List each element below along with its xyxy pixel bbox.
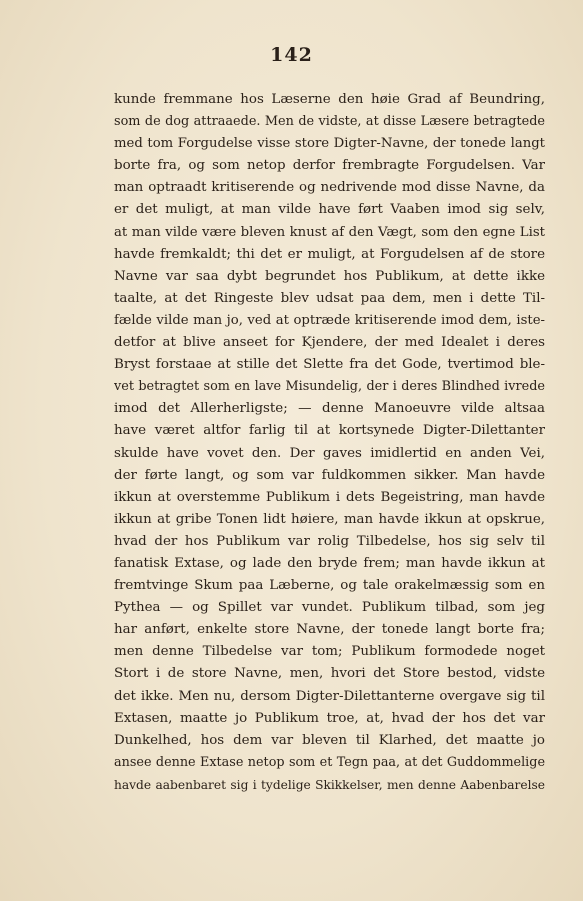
text-line: man optraadt kritiserende og nedrivende mod disse Navne, da xyxy=(114,180,545,196)
text-line: have været altfor farlig til at kortsynede Digter-Dilettanter xyxy=(114,423,545,439)
text-line: Extasen, maatte jo Publikum troe, at, hvad der hos det var xyxy=(114,710,545,726)
text-line: fremtvinge Skum paa Læberne, og tale orakelmæssig som en xyxy=(114,578,545,594)
text-line: vet betragtet som en lave Misundelig, der i deres Blindhed ivrede xyxy=(114,379,545,395)
text-line: der førte langt, og som var fuldkommen sikker. Man havde xyxy=(114,467,545,483)
text-line: Navne var saa dybt begrundet hos Publikum, at dette ikke xyxy=(114,268,545,284)
text-line: Dunkelhed, hos dem var bleven til Klarhed, det maatte jo xyxy=(114,732,545,748)
text-line: havde aabenbaret sig i tydelige Skikkelser, men denne Aabenbarelse xyxy=(114,777,545,792)
text-line: at man vilde være bleven knust af den Vægt, som den egne List xyxy=(114,224,545,240)
text-line: det ikke. Men nu, dersom Digter-Dilettanterne overgave sig til xyxy=(114,688,545,704)
text-line: taalte, at det Ringeste blev udsat paa dem, men i dette Til- xyxy=(114,290,545,306)
text-line: detfor at blive anseet for Kjendere, der med Idealet i deres xyxy=(114,335,545,351)
text-line: fælde vilde man jo, ved at optræde kritiserende imod dem, iste- xyxy=(114,312,545,328)
text-line: hvad der hos Publikum var rolig Tilbedelse, hos sig selv til xyxy=(114,533,545,549)
text-line: ansee denne Extase netop som et Tegn paa, at det Guddommelige xyxy=(114,754,545,770)
text-line: har anført, enkelte store Navne, der tonede langt borte fra; xyxy=(114,622,545,638)
body-text xyxy=(114,89,545,796)
text-line: Bryst forstaae at stille det Slette fra det Gode, tvertimod ble- xyxy=(114,357,545,373)
text-line: borte fra, og som netop derfor frembragte Forgudelsen. Var xyxy=(114,158,545,174)
text-line: skulde have vovet den. Der gaves imidlertid en anden Vei, xyxy=(114,445,545,461)
text-line: som de dog attraaede. Men de vidste, at disse Læsere betragtede xyxy=(114,114,545,130)
text-line: kunde fremmane hos Læserne den høie Grad af Beundring, xyxy=(114,92,545,107)
text-line: havde fremkaldt; thi det er muligt, at Forgudelsen af de store xyxy=(114,246,545,262)
text-line: ikkun at gribe Tonen lidt høiere, man havde ikkun at opskrue, xyxy=(114,511,545,527)
text-line: Pythea — og Spillet var vundet. Publikum tilbad, som jeg xyxy=(114,600,545,616)
text-line: med tom Forgudelse visse store Digter-Navne, der tonede langt xyxy=(114,136,545,152)
text-line: er det muligt, at man vilde have ført Vaaben imod sig selv, xyxy=(114,202,545,218)
text-line: imod det Allerherligste; — denne Manoeuvre vilde altsaa xyxy=(114,401,545,417)
page-number: 142 xyxy=(270,44,313,66)
text-line: Stort i de store Navne, men, hvori det Store bestod, vidste xyxy=(114,666,545,682)
text-line: men denne Tilbedelse var tom; Publikum formodede noget xyxy=(114,644,545,660)
text-line: fanatisk Extase, og lade den bryde frem; man havde ikkun at xyxy=(114,555,545,571)
text-line: ikkun at overstemme Publikum i dets Begeistring, man havde xyxy=(114,489,545,505)
